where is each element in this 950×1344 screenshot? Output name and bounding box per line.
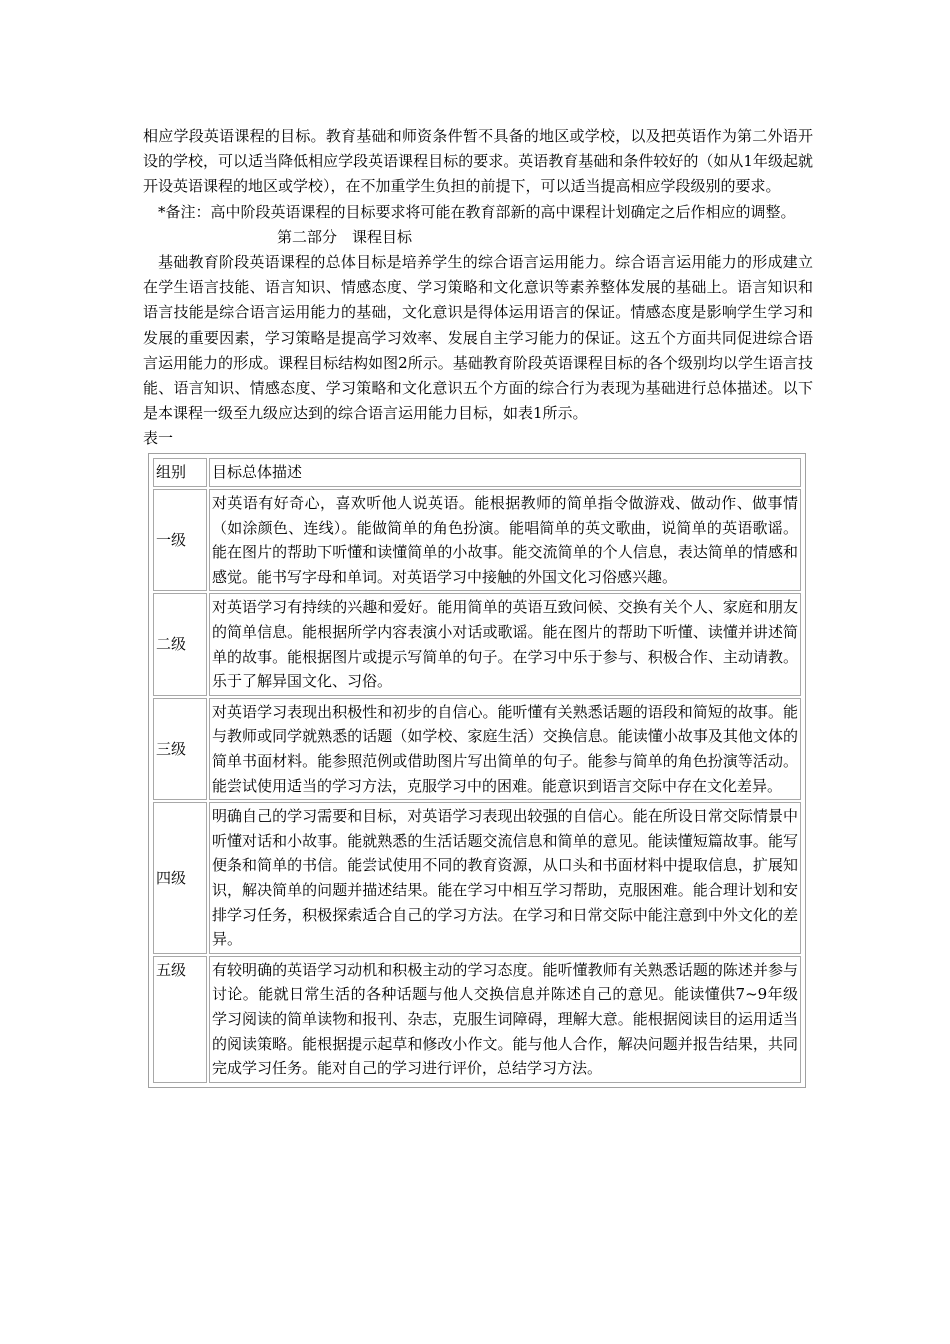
description-cell: 对英语学习有持续的兴趣和爱好。能用简单的英语互致问候、交换有关个人、家庭和朋友的简单信息。能根据所学内容表演小对话或歌谣。能在图片的帮助下听懂、读懂并讲述简单的故事。能根据图片或提示写简单的句子。在学习中乐于参与、积极合作、主动请教。乐于了解异国文化、习俗。 — [209, 593, 801, 695]
description-cell: 明确自己的学习需要和目标，对英语学习表现出较强的自信心。能在所设日常交际情景中听懂对话和小故事。能就熟悉的生活话题交流信息和简单的意见。能读懂短篇故事。能写便条和简单的书信。能尝试使用不同的教育资源，从口头和书面材料中提取信息，扩展知识，解决简单的问题并描述结果。能在学习中相互学习帮助，克服困难。能合理计划和安排学习任务，积极探索适合自己的学习方法。在学习和日常交际中能注意到中外文化的差异。 — [209, 802, 801, 954]
description-cell: 有较明确的英语学习动机和积极主动的学习态度。能听懂教师有关熟悉话题的陈述并参与讨论。能就日常生活的各种话题与他人交换信息并陈述自己的意见。能读懂供7~9年级学习阅读的简单读物和报刊、杂志，克服生词障碍，理解大意。能根据阅读目的运用适当的阅读策略。能根据提示起草和修改小作文。能与他人合作，解决问题并报告结果，共同完成学习任务。能对自己的学习进行评价，总结学习方法。 — [209, 956, 801, 1083]
goals-table-frame — [148, 453, 806, 1087]
description-cell: 对英语有好奇心，喜欢听他人说英语。能根据教师的简单指令做游戏、做动作、做事情（如涂颜色、连线）。能做简单的角色扮演。能唱简单的英文歌曲，说简单的英语歌谣。能在图片的帮助下听懂和读懂简单的小故事。能交流简单的个人信息，表达简单的情感和感觉。能书写字母和单词。对英语学习中接触的外国文化习俗感兴趣。 — [209, 489, 801, 591]
grade-cell: 四级 — [153, 802, 207, 954]
table-caption: 表一 — [143, 429, 174, 448]
table-row — [153, 956, 801, 1083]
grade-cell: 一级 — [153, 489, 207, 591]
section-title: 第二部分 课程目标 — [277, 227, 413, 246]
table-row — [153, 489, 801, 591]
note-paragraph: *备注：高中阶段英语课程的目标要求将可能在教育部新的高中课程计划确定之后作相应的调整。 — [158, 202, 796, 221]
table-row — [153, 802, 801, 954]
goals-table — [151, 456, 803, 1084]
intro-paragraph: 相应学段英语课程的目标。教育基础和师资条件暂不具备的地区或学校，以及把英语作为第二外语开设的学校，可以适当降低相应学段英语课程目标的要求。英语教育基础和条件较好的（如从1年级起就开设英语课程的地区或学校），在不加重学生负担的前提下，可以适当提高相应学段级别的要求。 — [143, 127, 813, 196]
table-row — [153, 698, 801, 800]
section-body: 基础教育阶段英语课程的总体目标是培养学生的综合语言运用能力。综合语言运用能力的形成建立在学生语言技能、语言知识、情感态度、学习策略和文化意识等素养整体发展的基础上。语言知识和语言技能是综合语言运用能力的基础，文化意识是得体运用语言的保证。情感态度是影响学生学习和发展的重要因素，学习策略是提高学习效率、发展自主学习能力的保证。这五个方面共同促进综合语言运用能力的形成。课程目标结构如图2所示。基础教育阶段英语课程目标的各个级别均以学生语言技能、语言知识、情感态度、学习策略和文化意识五个方面的综合行为表现为基础进行总体描述。以下是本课程一级至九级应达到的综合语言运用能力目标，如表1所示。 — [143, 253, 813, 423]
grade-cell: 二级 — [153, 593, 207, 695]
grade-cell: 五级 — [153, 956, 207, 1083]
header-description: 目标总体描述 — [209, 458, 801, 487]
table-row — [153, 593, 801, 695]
grade-cell: 三级 — [153, 698, 207, 800]
document-page — [143, 124, 813, 1088]
table-header-row — [153, 458, 801, 487]
description-cell: 对英语学习表现出积极性和初步的自信心。能听懂有关熟悉话题的语段和简短的故事。能与教师或同学就熟悉的话题（如学校、家庭生活）交换信息。能读懂小故事及其他文体的简单书面材料。能参照范例或借助图片写出简单的句子。能参与简单的角色扮演等活动。能尝试使用适当的学习方法，克服学习中的困难。能意识到语言交际中存在文化差异。 — [209, 698, 801, 800]
header-grade: 组别 — [153, 458, 207, 487]
